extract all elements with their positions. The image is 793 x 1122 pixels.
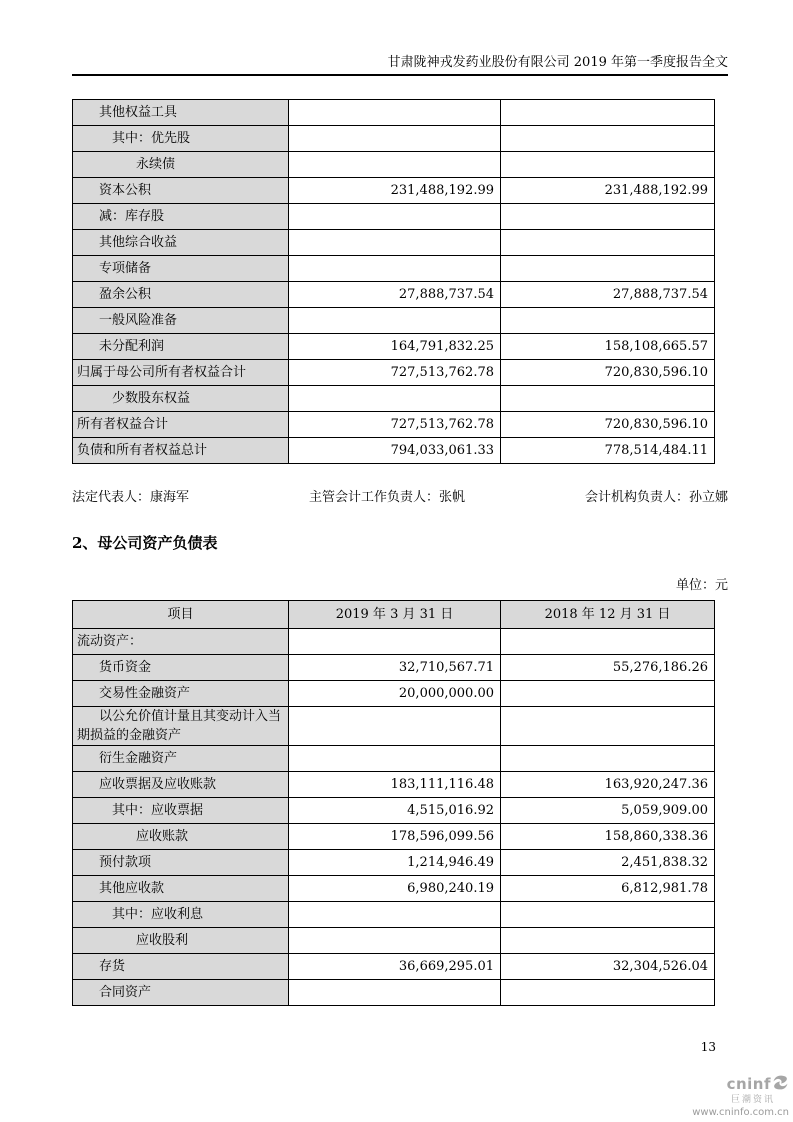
item-label-cell: 货币资金 [73, 655, 289, 681]
item-label-cell: 其中：应收票据 [73, 798, 289, 824]
current-period-value-cell [289, 902, 501, 928]
item-label-cell: 预付款项 [73, 850, 289, 876]
balance-sheet-continued-table [72, 99, 715, 464]
current-period-value-cell: 231,488,192.99 [289, 178, 501, 204]
prior-period-value-cell: 720,830,596.10 [501, 412, 715, 438]
item-label-cell: 存货 [73, 954, 289, 980]
item-label-cell: 其他综合收益 [73, 230, 289, 256]
table-row [73, 928, 715, 954]
current-period-value-cell [289, 746, 501, 772]
prior-period-value-cell: 55,276,186.26 [501, 655, 715, 681]
table-row [73, 876, 715, 902]
prior-period-value-cell: 158,860,338.36 [501, 824, 715, 850]
accounting-dept-head: 会计机构负责人：孙立娜 [584, 490, 728, 505]
current-period-value-cell [289, 100, 501, 126]
item-label-cell: 减：库存股 [73, 204, 289, 230]
item-label-cell: 应收股利 [73, 928, 289, 954]
table-row [73, 100, 715, 126]
table-row [73, 980, 715, 1006]
table-row [73, 902, 715, 928]
table-row [73, 126, 715, 152]
prior-period-value-cell: 2,451,838.32 [501, 850, 715, 876]
prior-period-value-cell [501, 152, 715, 178]
current-period-value-cell [289, 707, 501, 746]
table-row [73, 746, 715, 772]
item-label-cell: 其他应收款 [73, 876, 289, 902]
table-row [73, 629, 715, 655]
parent-balance-sheet-table [72, 600, 715, 1006]
prior-period-value-cell [501, 126, 715, 152]
current-period-value-cell: 178,596,099.56 [289, 824, 501, 850]
item-label-cell: 以公允价值计量且其变动计入当期损益的金融资产 [73, 707, 289, 746]
item-label-cell: 未分配利润 [73, 334, 289, 360]
prior-period-value-cell [501, 204, 715, 230]
prior-period-value-cell: 32,304,526.04 [501, 954, 715, 980]
current-period-value-cell: 727,513,762.78 [289, 360, 501, 386]
prior-period-value-cell [501, 681, 715, 707]
item-label-cell: 少数股东权益 [73, 386, 289, 412]
current-period-value-cell: 27,888,737.54 [289, 282, 501, 308]
table-row [73, 386, 715, 412]
prior-period-value-cell [501, 746, 715, 772]
prior-period-value-cell: 778,514,484.11 [501, 438, 715, 464]
item-label-cell: 一般风险准备 [73, 308, 289, 334]
section-title: 2、母公司资产负债表 [72, 534, 218, 552]
current-period-value-cell [289, 928, 501, 954]
cninfo-logo [692, 1074, 789, 1118]
table-row [73, 707, 715, 746]
table-row [73, 256, 715, 282]
item-label-cell: 归属于母公司所有者权益合计 [73, 360, 289, 386]
table-row [73, 178, 715, 204]
column-header-cell: 项目 [73, 601, 289, 629]
item-label-cell: 专项储备 [73, 256, 289, 282]
parent-balance-sheet-head [73, 601, 715, 629]
item-label-cell: 衍生金融资产 [73, 746, 289, 772]
current-period-value-cell [289, 204, 501, 230]
item-label-cell: 负债和所有者权益总计 [73, 438, 289, 464]
table-row [73, 412, 715, 438]
item-label-cell: 其他权益工具 [73, 100, 289, 126]
current-period-value-cell [289, 230, 501, 256]
table-row [73, 334, 715, 360]
prior-period-value-cell: 6,812,981.78 [501, 876, 715, 902]
running-header [72, 0, 728, 76]
item-label-cell: 流动资产： [73, 629, 289, 655]
prior-period-value-cell [501, 629, 715, 655]
prior-period-value-cell [501, 386, 715, 412]
page-number: 13 [700, 1040, 716, 1054]
table-row [73, 954, 715, 980]
parent-balance-sheet-body [73, 629, 715, 1006]
cninfo-brand-row [692, 1074, 789, 1094]
table-row [73, 798, 715, 824]
prior-period-value-cell [501, 308, 715, 334]
item-label-cell: 应收票据及应收账款 [73, 772, 289, 798]
current-period-value-cell: 727,513,762.78 [289, 412, 501, 438]
table-row [73, 850, 715, 876]
table-row [73, 230, 715, 256]
prior-period-value-cell: 27,888,737.54 [501, 282, 715, 308]
signature-line [72, 486, 728, 505]
current-period-value-cell: 794,033,061.33 [289, 438, 501, 464]
current-period-value-cell: 164,791,832.25 [289, 334, 501, 360]
item-label-cell: 其中：优先股 [73, 126, 289, 152]
current-period-value-cell [289, 256, 501, 282]
item-label-cell: 交易性金融资产 [73, 681, 289, 707]
prior-period-value-cell: 163,920,247.36 [501, 772, 715, 798]
table-row [73, 438, 715, 464]
current-period-value-cell: 6,980,240.19 [289, 876, 501, 902]
prior-period-value-cell [501, 980, 715, 1006]
current-period-value-cell [289, 386, 501, 412]
item-label-cell: 盈余公积 [73, 282, 289, 308]
balance-sheet-continued-body [73, 100, 715, 464]
prior-period-value-cell [501, 902, 715, 928]
unit-label: 单位：元 [675, 578, 728, 593]
item-label-cell: 永续债 [73, 152, 289, 178]
item-label-cell: 所有者权益合计 [73, 412, 289, 438]
table-row [73, 824, 715, 850]
chief-accountant: 主管会计工作负责人：张帆 [308, 490, 465, 505]
table-row [73, 282, 715, 308]
table-row [73, 360, 715, 386]
legal-representative: 法定代表人：康海军 [72, 490, 190, 505]
prior-period-value-cell: 231,488,192.99 [501, 178, 715, 204]
current-period-value-cell: 32,710,567.71 [289, 655, 501, 681]
current-period-value-cell: 36,669,295.01 [289, 954, 501, 980]
table-row [73, 681, 715, 707]
current-period-value-cell [289, 308, 501, 334]
prior-period-value-cell [501, 256, 715, 282]
item-label-cell: 应收账款 [73, 824, 289, 850]
prior-period-value-cell [501, 230, 715, 256]
item-label-cell: 合同资产 [73, 980, 289, 1006]
current-period-value-cell: 183,111,116.48 [289, 772, 501, 798]
column-header-cell: 2019 年 3 月 31 日 [289, 601, 501, 629]
current-period-value-cell [289, 152, 501, 178]
current-period-value-cell: 4,515,016.92 [289, 798, 501, 824]
item-label-cell: 资本公积 [73, 178, 289, 204]
prior-period-value-cell [501, 100, 715, 126]
cninfo-brand-text: cninf [726, 1074, 771, 1093]
table-row [73, 655, 715, 681]
table-row [73, 772, 715, 798]
current-period-value-cell: 20,000,000.00 [289, 681, 501, 707]
current-period-value-cell: 1,214,946.49 [289, 850, 501, 876]
prior-period-value-cell: 5,059,909.00 [501, 798, 715, 824]
prior-period-value-cell: 158,108,665.57 [501, 334, 715, 360]
table-row [73, 308, 715, 334]
current-period-value-cell [289, 126, 501, 152]
table-header-row [73, 601, 715, 629]
report-title: 甘肃陇神戎发药业股份有限公司 2019 年第一季度报告全文 [387, 55, 728, 70]
table-row [73, 204, 715, 230]
cninfo-brand-cn: 巨潮资讯 [730, 1095, 775, 1105]
cninfo-url: www.cninfo.com.cn [692, 1107, 789, 1118]
item-label-cell: 其中：应收利息 [73, 902, 289, 928]
cninfo-swirl-icon [772, 1074, 789, 1094]
current-period-value-cell [289, 629, 501, 655]
prior-period-value-cell: 720,830,596.10 [501, 360, 715, 386]
column-header-cell: 2018 年 12 月 31 日 [501, 601, 715, 629]
current-period-value-cell [289, 980, 501, 1006]
prior-period-value-cell [501, 707, 715, 746]
prior-period-value-cell [501, 928, 715, 954]
table-row [73, 152, 715, 178]
